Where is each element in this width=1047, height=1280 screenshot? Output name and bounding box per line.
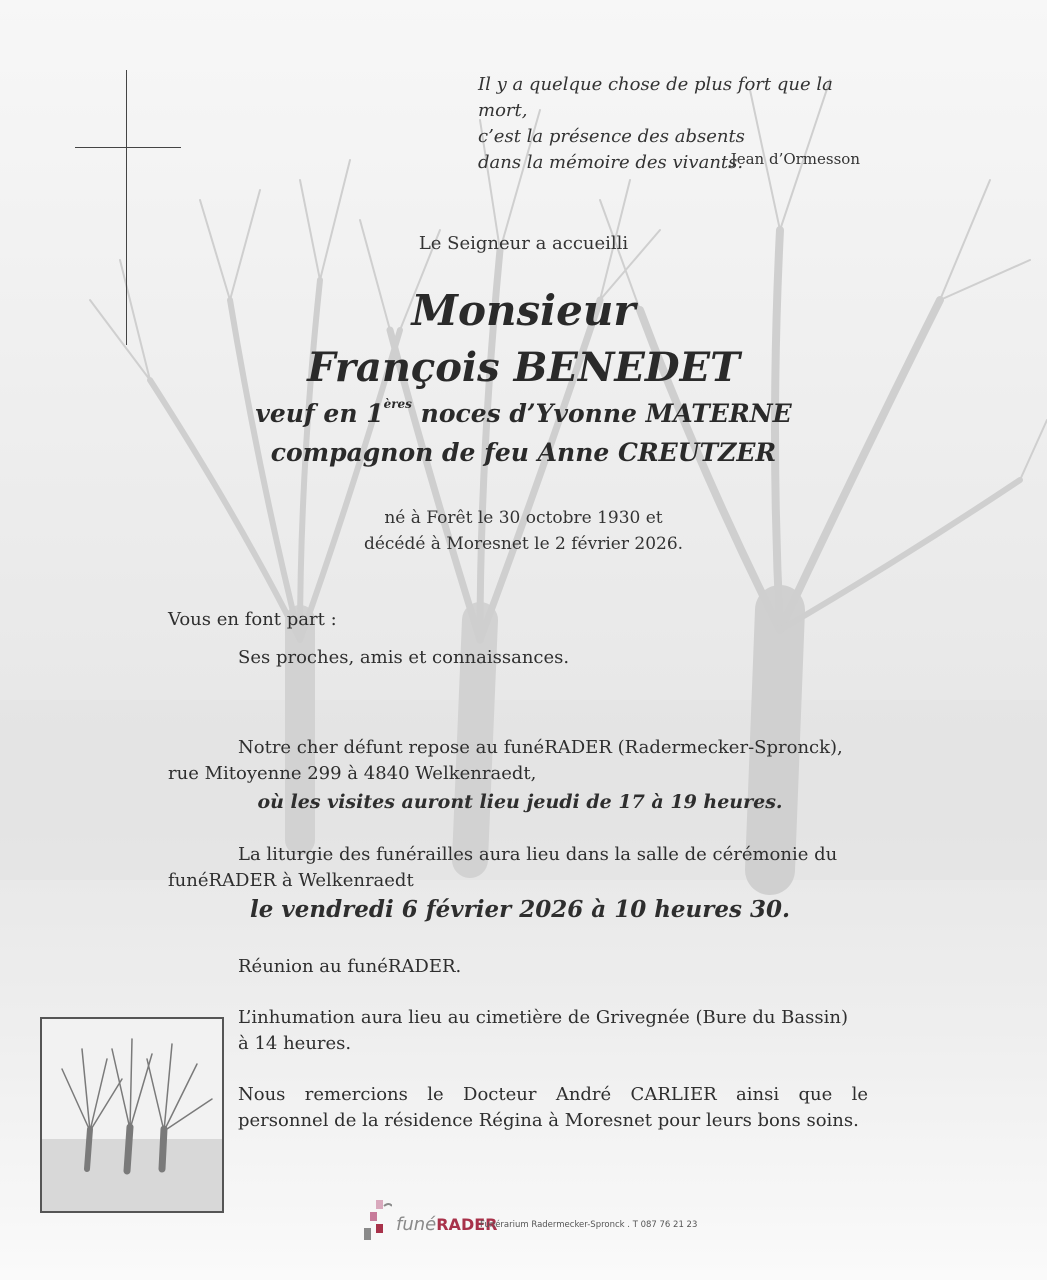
birth-line: né à Forêt le 30 octobre 1930 et bbox=[384, 508, 663, 528]
quote-line: c’est la présence des absents bbox=[478, 126, 745, 147]
dates bbox=[0, 505, 1047, 557]
thanks-line-1: Nous remercions le Docteur André CARLIER ainsi que le bbox=[238, 1084, 868, 1105]
intro-text: Le Seigneur a accueilli bbox=[418, 233, 629, 254]
quote-author: Jean d’Ormesson bbox=[730, 150, 860, 168]
logo-brand-a: funé bbox=[396, 1214, 437, 1235]
reunion-text: Réunion au funéRADER. bbox=[238, 956, 462, 977]
visit-emphasis: où les visites auront lieu jeudi de 17 à 19 heures. bbox=[257, 791, 783, 813]
thanks-line-2: personnel de la résidence Régina à Moresnet pour leurs bons soins. bbox=[238, 1110, 859, 1131]
deceased-name: François BENEDET bbox=[307, 344, 740, 391]
deceased-title: Monsieur bbox=[411, 286, 636, 335]
logo-details: Funérarium Radermecker-Spronck . T 087 76 21 23 bbox=[480, 1220, 698, 1230]
widower-line-sup: ères bbox=[383, 397, 412, 411]
burial-line-2: à 14 heures. bbox=[238, 1033, 352, 1054]
logo-brand-b: RADER bbox=[436, 1215, 498, 1234]
liturgy-line-1: La liturgie des funérailles aura lieu dans la salle de cérémonie du bbox=[238, 844, 838, 865]
liturgy-line-2: funéRADER à Welkenraedt bbox=[168, 870, 414, 891]
burial-line-1: L’inhumation aura lieu au cimetière de Grivegnée (Bure du Bassin) bbox=[238, 1007, 848, 1028]
cross-horizontal-bar bbox=[75, 147, 181, 148]
quote-line: dans la mémoire des vivants. bbox=[478, 152, 744, 173]
widower-line-a: veuf en 1 bbox=[255, 399, 384, 428]
announcement-heading: Vous en font part : bbox=[168, 609, 337, 630]
quote-line: Il y a quelque chose de plus fort que la mort, bbox=[478, 74, 833, 121]
widower-line-b: noces d’Yvonne MATERNE bbox=[411, 399, 792, 428]
announcement-family: Ses proches, amis et connaissances. bbox=[238, 647, 570, 668]
widower-line bbox=[0, 399, 1047, 428]
logo-squares-icon bbox=[362, 1198, 392, 1242]
companion-line: compagnon de feu Anne CREUTZER bbox=[270, 438, 777, 467]
visit-line-2: rue Mitoyenne 299 à 4840 Welkenraedt, bbox=[168, 763, 537, 784]
tree-photo-thumbnail bbox=[40, 1017, 224, 1213]
liturgy-emphasis: le vendredi 6 février 2026 à 10 heures 30. bbox=[249, 896, 791, 923]
funerader-logo bbox=[362, 1198, 698, 1242]
death-line: décédé à Moresnet le 2 février 2026. bbox=[363, 534, 684, 554]
tree-photo-image bbox=[42, 1019, 222, 1211]
visit-line-1: Notre cher défunt repose au funéRADER (Radermecker-Spronck), bbox=[238, 737, 843, 758]
